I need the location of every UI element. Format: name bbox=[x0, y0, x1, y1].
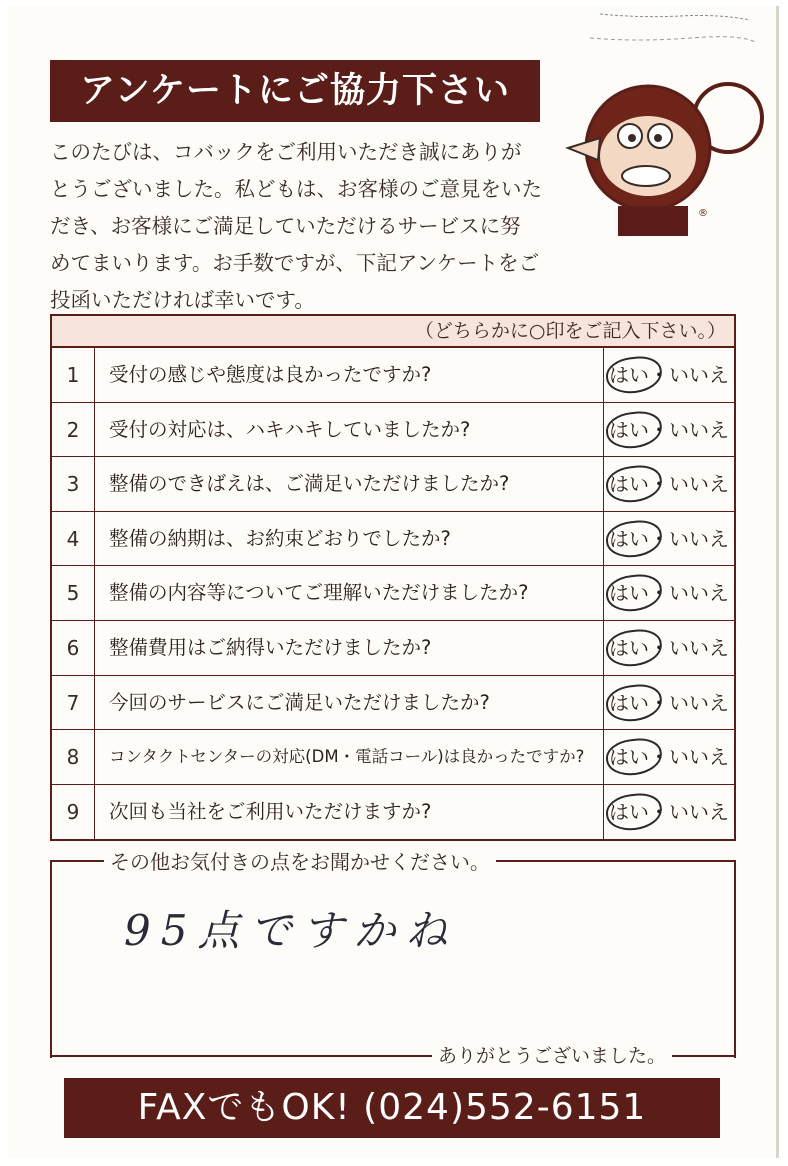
answer-choice[interactable] bbox=[603, 730, 734, 784]
question-number: 7 bbox=[52, 676, 95, 730]
question-number: 5 bbox=[52, 566, 95, 620]
answer-options: はい・いいえ bbox=[609, 472, 729, 497]
answer-options: はい・いいえ bbox=[609, 635, 729, 660]
hand-drawn-circle bbox=[604, 573, 663, 615]
question-row bbox=[52, 512, 734, 567]
question-number: 2 bbox=[52, 403, 95, 457]
question-text: 次回も当社をご利用いただけますか? bbox=[109, 799, 432, 823]
answer-choice[interactable] bbox=[603, 621, 734, 675]
hand-drawn-circle bbox=[604, 736, 663, 778]
hand-drawn-circle bbox=[604, 518, 663, 560]
answer-choice[interactable] bbox=[603, 403, 734, 457]
answer-choice[interactable] bbox=[603, 785, 734, 840]
question-text: 整備のできばえは、ご満足いただけましたか? bbox=[109, 472, 510, 496]
question-text: 今回のサービスにご満足いただけましたか? bbox=[109, 690, 490, 714]
mascot-illustration bbox=[548, 38, 768, 258]
answer-options: はい・いいえ bbox=[609, 745, 729, 770]
question-row bbox=[52, 403, 734, 458]
question-row bbox=[52, 730, 734, 785]
hand-drawn-circle bbox=[604, 463, 663, 505]
intro-text: このたびは、コバックをご利用いただき誠にありが とうございました。私どもは、お客様のご意見をいた だき、お客様にご満足していただけるサービスに努 めてまいります。お手数ですが、下記アンケートをご 投函いただければ幸いです。 bbox=[50, 140, 542, 312]
question-row bbox=[52, 785, 734, 840]
question-row bbox=[52, 348, 734, 403]
question-text: コンタクトセンターの対応(DM・電話コール)は良かったですか? bbox=[109, 747, 585, 767]
question-number: 8 bbox=[52, 730, 95, 784]
hand-drawn-circle bbox=[604, 409, 663, 451]
question-text: 受付の感じや態度は良かったですか? bbox=[109, 363, 432, 386]
question-text: 受付の対応は、ハキハキしていましたか? bbox=[109, 417, 471, 441]
question-row bbox=[52, 676, 734, 731]
answer-options: はい・いいえ bbox=[609, 581, 729, 606]
svg-text:®: ® bbox=[698, 208, 708, 219]
question-number: 3 bbox=[52, 457, 95, 511]
hand-drawn-circle bbox=[604, 627, 663, 669]
hand-drawn-circle bbox=[604, 682, 663, 724]
question-row bbox=[52, 621, 734, 676]
answer-options: はい・いいえ bbox=[609, 526, 729, 551]
answer-options: はい・いいえ bbox=[609, 363, 729, 387]
handwritten-comment: 95点ですかね bbox=[124, 906, 458, 955]
question-text: 整備の内容等についてご理解いただけましたか? bbox=[109, 581, 529, 605]
hand-drawn-circle bbox=[604, 791, 663, 833]
fax-banner: FAXでもOK! (024)552-6151 bbox=[64, 1078, 720, 1138]
question-number: 4 bbox=[52, 512, 95, 566]
answer-options: はい・いいえ bbox=[609, 417, 729, 442]
answer-options: はい・いいえ bbox=[609, 799, 729, 824]
question-text: 整備費用はご納得いただけましたか? bbox=[109, 635, 432, 659]
question-number: 6 bbox=[52, 621, 95, 675]
question-number: 1 bbox=[52, 348, 95, 402]
survey-instruction: （どちらかに○印をご記入下さい。） bbox=[52, 316, 734, 348]
answer-options: はい・いいえ bbox=[609, 690, 729, 715]
hand-drawn-circle bbox=[604, 354, 663, 396]
answer-choice[interactable] bbox=[603, 676, 734, 730]
answer-choice[interactable] bbox=[603, 348, 734, 402]
page-title: アンケートにご協力下さい bbox=[50, 60, 540, 122]
answer-choice[interactable] bbox=[603, 566, 734, 620]
survey-table bbox=[50, 314, 736, 841]
thanks-text: ありがとうございました。 bbox=[432, 1041, 672, 1068]
question-number: 9 bbox=[52, 785, 95, 840]
comments-label: その他お気付きの点をお聞かせください。 bbox=[104, 846, 496, 875]
question-row bbox=[52, 457, 734, 512]
answer-choice[interactable] bbox=[603, 457, 734, 511]
answer-choice[interactable] bbox=[603, 512, 734, 566]
question-text: 整備の納期は、お約束どおりでしたか? bbox=[109, 526, 451, 550]
comments-box[interactable] bbox=[50, 850, 736, 1058]
question-row bbox=[52, 566, 734, 621]
